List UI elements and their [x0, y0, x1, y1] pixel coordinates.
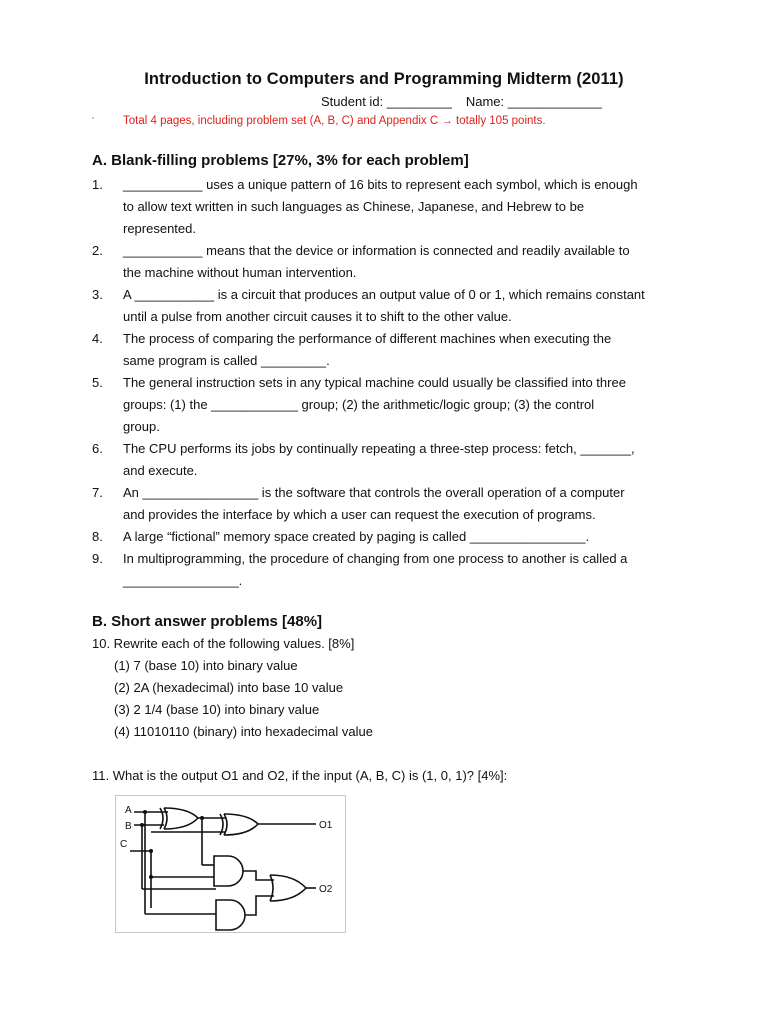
question-10-part: (3) 2 1/4 (base 10) into binary value	[114, 702, 320, 717]
question-line: An ________________ is the software that controls the overall operation of a computer	[123, 485, 625, 500]
question-text	[123, 328, 683, 372]
circuit-svg	[116, 796, 347, 934]
question-number: 2.	[92, 243, 103, 258]
exam-note: Total 4 pages, including problem set (A, B, C) and Appendix C → totally 105 points.	[123, 115, 546, 127]
question-line: A large “fictional” memory space created by paging is called ________________.	[123, 529, 590, 544]
name-blank: _____________	[507, 94, 602, 109]
question-text	[123, 482, 683, 526]
section-b-heading: B. Short answer problems [48%]	[92, 613, 323, 630]
question-number: 8.	[92, 529, 103, 544]
input-label-a: A	[125, 805, 132, 816]
question-line: A ___________ is a circuit that produces an output value of 0 or 1, which remains constant	[123, 287, 645, 302]
note-bullet: ·	[91, 112, 95, 124]
input-label-c: C	[120, 839, 128, 850]
output-label-o2: O2	[319, 884, 333, 895]
student-info-line	[321, 94, 602, 109]
question-number: 9.	[92, 551, 103, 566]
question-line: ________________.	[123, 573, 243, 588]
input-label-b: B	[125, 821, 132, 832]
question-line: same program is called _________.	[123, 353, 330, 368]
question-line: to allow text written in such languages as Chinese, Japanese, and Hebrew to be	[123, 199, 585, 214]
student-id-blank: _________	[386, 94, 452, 109]
question-10-part: (1) 7 (base 10) into binary value	[114, 658, 298, 673]
question-10-part: (4) 11010110 (binary) into hexadecimal value	[114, 724, 373, 739]
question-number: 3.	[92, 287, 103, 302]
question-line: groups: (1) the ____________ group; (2) the arithmetic/logic group; (3) the control	[123, 397, 595, 412]
page-title: Introduction to Computers and Programming Midterm (2011)	[144, 70, 624, 88]
question-line: The process of comparing the performance of different machines when executing the	[123, 331, 612, 346]
question-text	[123, 372, 683, 438]
question-number: 6.	[92, 441, 103, 456]
question-number: 1.	[92, 177, 103, 192]
question-line: and execute.	[123, 463, 198, 478]
question-10-part: (2) 2A (hexadecimal) into base 10 value	[114, 680, 344, 695]
question-line: The general instruction sets in any typical machine could usually be classified into three	[123, 375, 626, 390]
question-line: In multiprogramming, the procedure of changing from one process to another is called a	[123, 551, 628, 566]
output-label-o1: O1	[319, 820, 333, 831]
question-11: 11. What is the output O1 and O2, if the input (A, B, C) is (1, 0, 1)? [4%]:	[92, 768, 508, 783]
section-a-heading: A. Blank-filling problems [27%, 3% for each problem]	[92, 152, 469, 169]
question-line: the machine without human intervention.	[123, 265, 357, 280]
logic-circuit-diagram	[115, 795, 346, 933]
question-text	[123, 240, 683, 284]
question-text	[123, 284, 683, 328]
question-line: and provides the interface by which a user can request the execution of programs.	[123, 507, 596, 522]
question-line: ___________ uses a unique pattern of 16 bits to represent each symbol, which is enough	[123, 177, 638, 192]
question-text	[123, 438, 683, 482]
question-number: 7.	[92, 485, 103, 500]
student-id-label: Student id:	[321, 94, 384, 109]
question-line: group.	[123, 419, 160, 434]
question-line: represented.	[123, 221, 196, 236]
question-line: ___________ means that the device or information is connected and readily available to	[123, 243, 630, 258]
name-label: Name:	[465, 94, 505, 109]
question-line: until a pulse from another circuit causes it to shift to the other value.	[123, 309, 512, 324]
question-text	[123, 526, 683, 548]
question-10: 10. Rewrite each of the following values. [8%]	[92, 636, 355, 651]
question-line: The CPU performs its jobs by continually repeating a three-step process: fetch, _______,	[123, 441, 635, 456]
question-number: 4.	[92, 331, 103, 346]
question-text	[123, 174, 683, 240]
question-text	[123, 548, 683, 592]
question-number: 5.	[92, 375, 103, 390]
